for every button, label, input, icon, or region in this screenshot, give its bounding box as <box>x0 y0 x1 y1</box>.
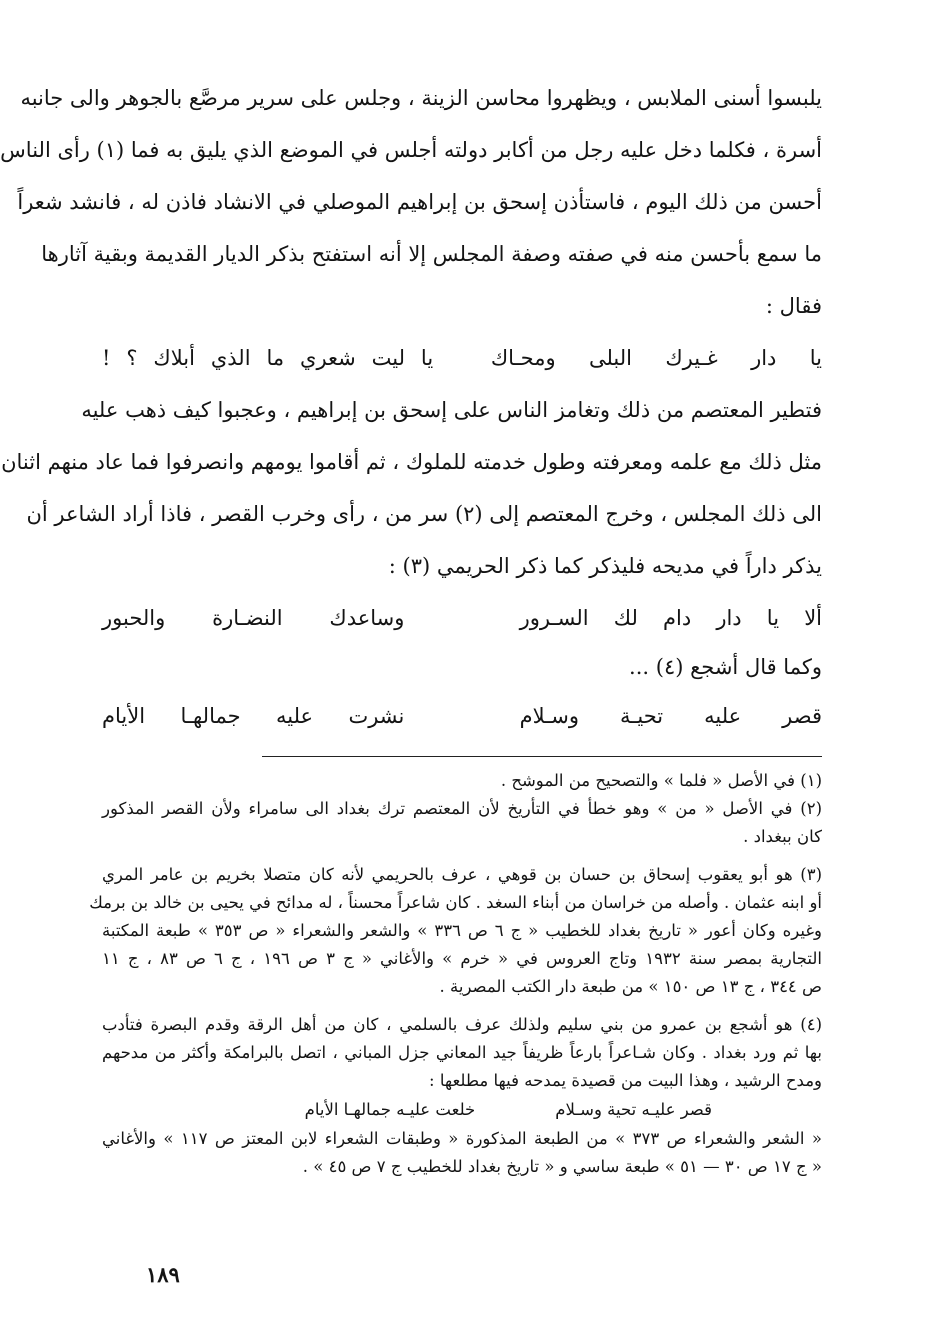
verse-2 <box>102 592 822 644</box>
footnote-2-line: كان ببغداد . <box>743 827 822 846</box>
verse-3 <box>102 690 822 742</box>
verse-second-hemistich: نشرت عليه جمالهـا الأيام <box>102 704 405 728</box>
footnote-gap <box>102 851 822 861</box>
footnote-3-line: وغيره وكان أعور « تاريخ بغداد للخطيب « ج ٦ ص ٣٣٦ » والشعر والشعراء « ص ٣٥٣ » طبعة المكتبة <box>102 921 822 940</box>
footnote-1: (١) في الأصل « فلما » والتصحيح من الموشح . <box>500 771 822 790</box>
footnote-3-line: (٣) هو أبو يعقوب إسحاق بن حسان بن قوهي ، عرف بالحريمي لأنه كان متصلا بخريم بن عامر المري <box>102 865 822 884</box>
footnote-2-line: (٢) في الأصل « من » وهو خطأ في التأريخ لأن المعتصم ترك بغداد الى سامراء ولأن القصر المذكور <box>102 799 822 818</box>
verse-first-hemistich: قصر عليـه تحية وسـلام <box>555 1100 712 1119</box>
text-line: فتطير المعتصم من ذلك وتغامز الناس على إسحق بن إبراهيم ، وعجبوا كيف ذهب عليه <box>81 398 822 422</box>
text-line: أسرة ، فكلما دخل عليه رجل من أكابر دولته أجلس في الموضع الذي يليق به فما (١) رأى الناس <box>0 138 822 162</box>
text-line: مثل ذلك مع علمه ومعرفته وطول خدمته للملوك ، ثم أقاموا يومهم وانصرفوا فما عاد منهم اثنان <box>1 450 822 474</box>
footnotes <box>89 767 823 1181</box>
footnote-4-line: « الشعر والشعراء ص ٣٧٣ » من الطبعة المذكورة « وطبقات الشعراء لابن المعتز ص ١١٧ » والأغاني <box>102 1129 823 1148</box>
text-line: فقال : <box>765 294 822 318</box>
text-line: ما سمع بأحسن منه في صفته وصفة المجلس إلا أنه استفتح بذكر الديار القديمة وبقية آثارها <box>41 242 822 266</box>
verse-first-hemistich: ألا يا دار دام لك السـرور <box>519 606 822 630</box>
text-line: يلبسوا أسنى الملابس ، ويظهروا محاسن الزينة ، وجلس على سرير مرصَّع بالجوهر والى جانبه <box>20 86 822 110</box>
verse-second-hemistich: خلعت عليـه جمالهـا الأيام <box>304 1100 476 1119</box>
paragraph-1 <box>0 72 822 332</box>
verse-first-hemistich: قصر عليه تحيـة وسـلام <box>519 704 822 728</box>
page-body <box>0 72 823 1181</box>
verse-3-intro: وكما قال أشجع (٤) ... <box>629 655 822 679</box>
text-line: أحسن من ذلك اليوم ، فاستأذن إسحق بن إبراهيم الموصلي في الانشاد فاذن له ، فانشد شعراً <box>17 190 822 214</box>
text-line: يذكر داراً في مديحه فليذكر كما ذكر الحريمي (٣) : <box>388 554 822 578</box>
footnote-4-line: بها ثم ورد بغداد . وكان شـاعراً بارعاً ظريفاً جيد المعاني جزل المباني ، اتصل بالبرامكة وأكثر من مدحهم <box>102 1043 822 1062</box>
verse-first-hemistich: يا دار غـيرك البلى ومحـاك <box>490 346 822 370</box>
footnote-3-line: ص ٣٤٤ ، ج ١٣ ص ١٥٠ » من طبعة دار الكتب المصرية . <box>439 977 822 996</box>
footnote-4-verse <box>102 1095 822 1125</box>
paragraph-2 <box>1 384 822 592</box>
verse-1 <box>102 332 822 384</box>
text-line: الى ذلك المجلس ، وخرج المعتصم إلى (٢) سر من ، رأى وخرب القصر ، فاذا أراد الشاعر أن <box>26 502 822 526</box>
page-number: ١٨٩ <box>146 1262 180 1287</box>
footnote-3-line: التجارية بمصر سنة ١٩٣٢ وتاج العروس في « خرم » والأغاني « ج ٣ ص ١٩٦ ، ج ٦ ص ٨٣ ، ج ١١ <box>102 949 822 968</box>
footnote-gap <box>102 1001 822 1011</box>
footnote-4-line: (٤) هو أشجع بن عمرو من بني سليم ولذلك عرف بالسلمي ، كان من أهل الرقة وقدم البصرة فتأدب <box>102 1015 822 1034</box>
verse-second-hemistich: يا ليت شعري ما الذي أبلاك ؟ ! <box>102 346 434 370</box>
footnote-4-line: « ج ١٧ ص ٣٠ — ٥١ » طبعة ساسي و « تاريخ بغداد للخطيب ج ٧ ص ٤٥ » . <box>302 1157 822 1176</box>
footnote-4-line: ومدح الرشيد ، وهذا البيت من قصيدة يمدحه فيها مطلعها : <box>429 1071 822 1090</box>
footnote-3-line: أو ابنه عثمان . وأصله من خراسان من أبناء السغد . كان شاعراً محسناً ، له مدائح في يحيى بن خالد بن برمك <box>89 893 822 912</box>
verse-second-hemistich: وساعدك النضـارة والحبور <box>102 606 405 630</box>
footnote-separator <box>262 756 822 757</box>
